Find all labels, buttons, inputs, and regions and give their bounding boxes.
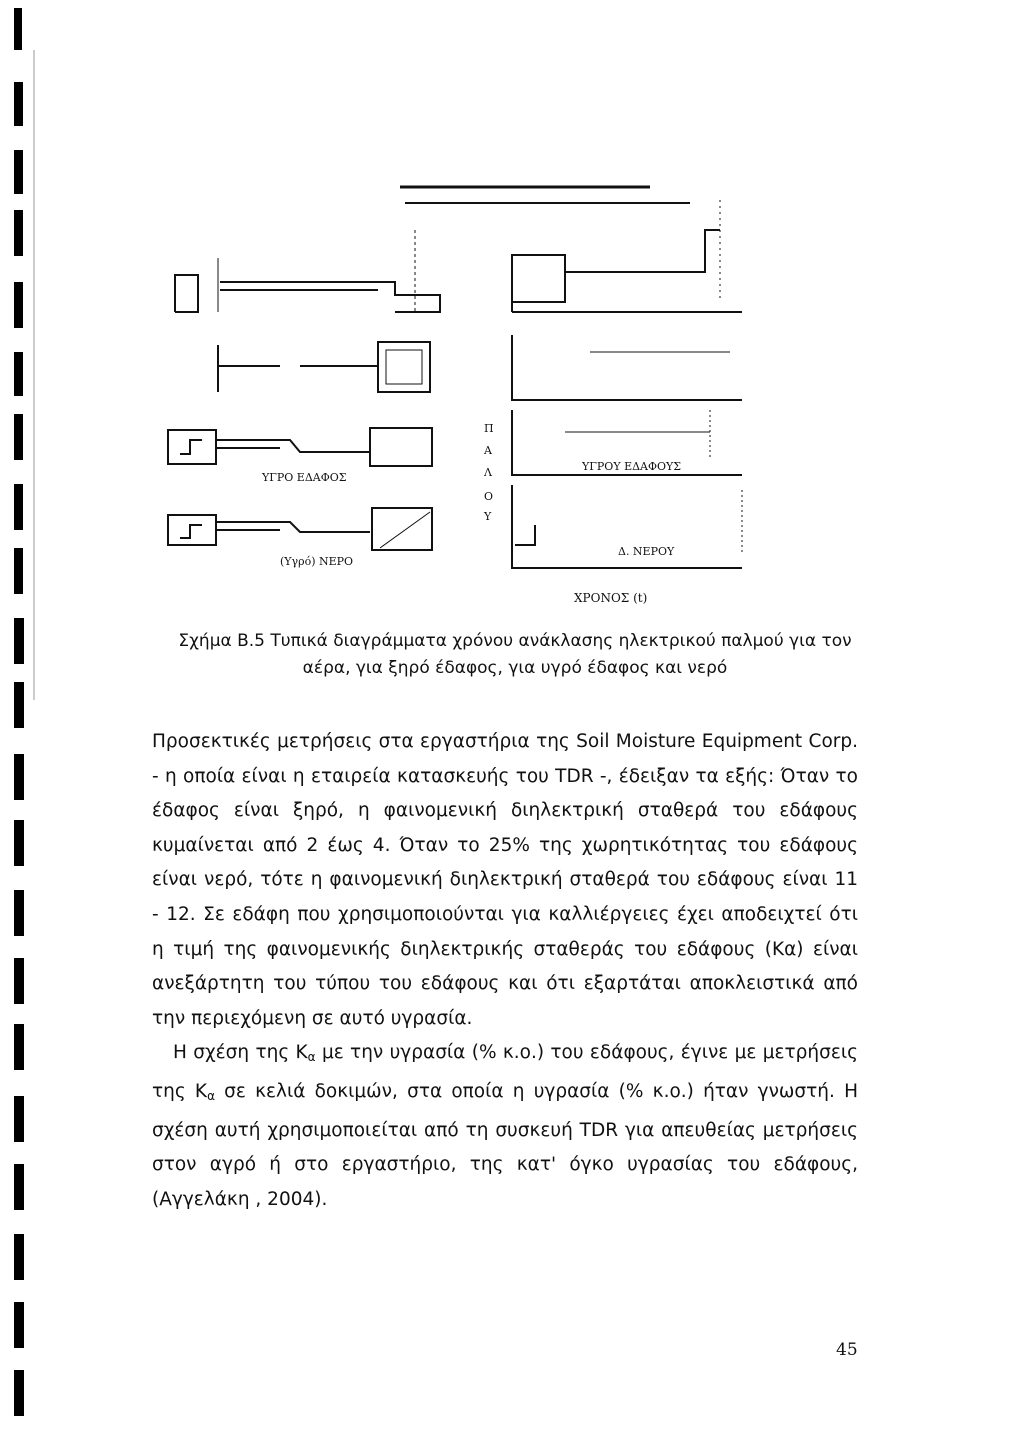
dry-soil-probe-diagram (218, 342, 430, 392)
tdr-reflection-diagram (150, 170, 770, 610)
label-water-trace: Δ. ΝΕΡΟΥ (618, 545, 675, 558)
body-text (152, 725, 858, 1217)
page-number: 45 (836, 1340, 858, 1360)
paragraph-2 (152, 1036, 858, 1217)
paragraph-2-part-2: με την υγρασία (% κ.ο.) του εδάφους, έγινε με μετρήσεις της Κ (152, 1042, 858, 1102)
label-wet-water: (Υγρό) ΝΕΡΟ (280, 555, 354, 568)
paragraph-2-part-3: σε κελιά δοκιμών, στα οποία η υγρασία (% κ.ο.) ήταν γνωστή. Η σχέση αυτή χρησιμοποιείται από τη συσκευή TDR για απευθείας μετρήσεις στον αγρό ή στο εργαστήριο, της κατ' όγκο υγρασίας του εδάφους, (Αγγελάκη , 2004). (152, 1080, 859, 1210)
label-wet-soil-trace: ΥΓΡΟΥ ΕΔΑΦΟΥΣ (582, 460, 682, 473)
air-probe-diagram (175, 230, 440, 312)
water-probe-diagram (168, 508, 432, 550)
paragraph-2-part-1: Η σχέση της Κ (173, 1042, 308, 1064)
wet-soil-probe-diagram (168, 428, 432, 466)
axis-letter: Υ (484, 510, 492, 523)
label-wet-soil: ΥΓΡΟ ΕΔΑΦΟΣ (262, 471, 347, 484)
axis-letter: Ο (484, 490, 494, 503)
figure-caption (165, 628, 865, 682)
axis-letter: Λ (484, 466, 492, 479)
subscript-a: α (307, 1050, 316, 1065)
scan-binding-edge (0, 0, 60, 1436)
dry-soil-reflection-trace (512, 335, 742, 400)
caption-line-2: αέρα, για ξηρό έδαφος, για υγρό έδαφος και νερό (302, 658, 728, 678)
axis-letter: Π (484, 422, 494, 435)
air-reflection-trace (512, 200, 742, 312)
caption-line-1: Σχήμα Β.5 Τυπικά διαγράμματα χρόνου ανάκλασης ηλεκτρικού παλμού για τον (178, 631, 852, 651)
subscript-a: α (207, 1088, 215, 1103)
time-axis-label: ΧΡΟΝΟΣ (t) (574, 591, 648, 605)
paragraph-1: Προσεκτικές μετρήσεις στα εργαστήρια της Soil Moisture Equipment Corp. - η οποία είναι η εταιρεία κατασκευής του TDR -, έδειξαν τα εξής: Όταν το έδαφος είναι ξηρό, η φαινομενική διηλεκτρική σταθερά του εδάφους κυμαίνεται από 2 έως 4. Όταν το 25% της χωρητικότητας του εδάφους είναι νερό, τότε η φαινομενική διηλεκτρική σταθερά του εδάφους είναι 11 - 12. Σε εδάφη που χρησιμοποιούνται για καλλιέργειες έχει αποδειχτεί ότι η τιμή της φαινομενικής διηλεκτρικής σταθεράς του εδάφους (Κα) είναι ανεξάρτητη του τύπου του εδάφους και ότι εξαρτάται αποκλειστικά από την περιεχόμενη σε αυτό υγρασία. (152, 731, 858, 1029)
axis-letter: Α (484, 444, 492, 457)
